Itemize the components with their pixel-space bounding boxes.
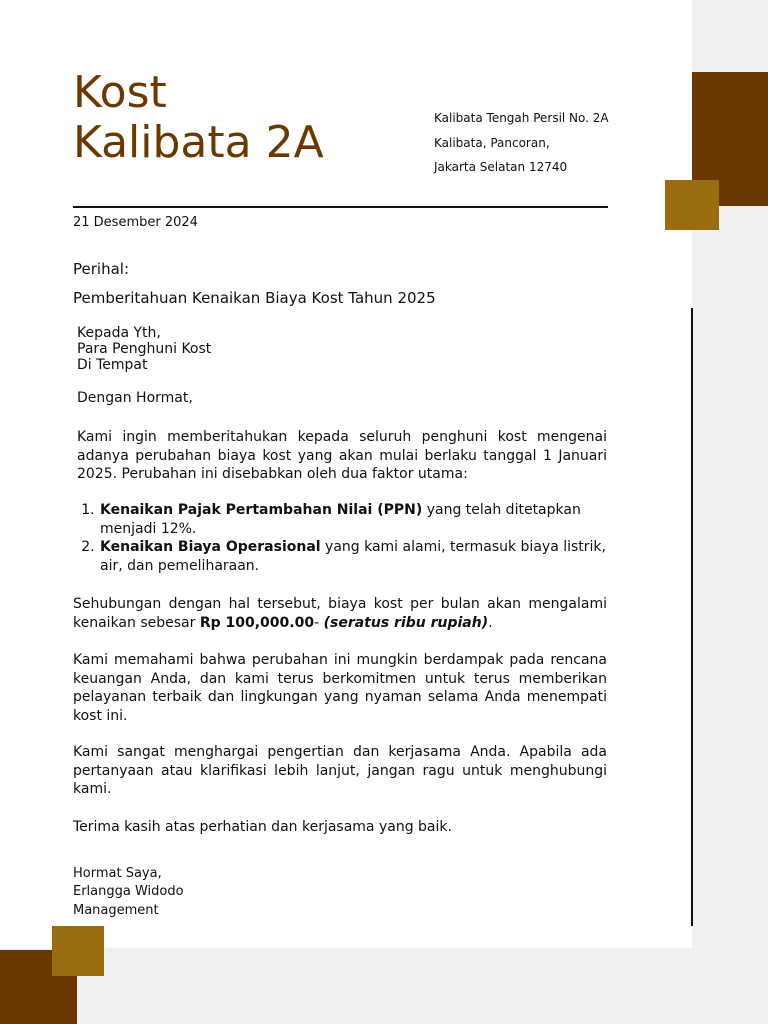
letter-date: 21 Desember 2024 <box>73 215 198 230</box>
reason-bold: Kenaikan Pajak Pertambahan Nilai (PPN) <box>100 502 423 518</box>
cost-amount: Rp 100,000.00 <box>199 614 315 631</box>
signoff-name: Erlangga Widodo <box>73 884 184 900</box>
cost-paragraph <box>73 595 607 632</box>
intro-paragraph: Kami ingin memberitahukan kepada seluruh penghuni kost mengenai adanya perubahan biaya kost yang akan mulai berlaku tanggal 1 Januari 2025. Perubahan ini disebabkan oleh dua faktor utama: <box>77 429 607 482</box>
reason-rest: yang telah ditetapkan menjadi 12%. <box>100 502 581 537</box>
letterhead-address <box>434 106 609 180</box>
title-line-2: Kalibata 2A <box>73 117 324 168</box>
subject-text: Pemberitahuan Kenaikan Biaya Kost Tahun 2025 <box>73 289 436 307</box>
salutation: Dengan Hormat, <box>77 390 193 406</box>
title-line-1: Kost <box>73 67 167 118</box>
address-line-2: Kalibata, Pancoran, <box>434 135 550 150</box>
recipient-line-3: Di Tempat <box>77 357 148 373</box>
signoff-closing: Hormat Saya, <box>73 866 162 881</box>
recipient-line-2: Para Penghuni Kost <box>77 341 212 357</box>
reasons-list <box>77 501 629 575</box>
vertical-rule <box>691 308 693 926</box>
cost-words: (seratus ribu rupiah) <box>323 614 489 631</box>
reason-item <box>99 501 629 538</box>
cost-dash: - <box>314 614 324 631</box>
recipient-line-1: Kepada Yth, <box>77 325 161 341</box>
reason-bold: Kenaikan Biaya Operasional <box>100 539 321 555</box>
subject-label: Perihal: <box>73 260 129 278</box>
cost-suffix: . <box>488 614 493 631</box>
appreciation-paragraph: Kami sangat menghargai pengertian dan kerjasama Anda. Apabila ada pertanyaan atau klarifikasi lebih lanjut, jangan ragu untuk menghubungi kami. <box>73 744 607 797</box>
signoff-role: Management <box>73 902 159 918</box>
cost-prefix: Sehubungan dengan hal tersebut, biaya kost per bulan akan mengalami kenaikan sebesar <box>73 596 607 631</box>
address-line-1: Kalibata Tengah Persil No. 2A <box>434 111 609 125</box>
reason-item <box>99 538 629 575</box>
gold-block-top-right <box>665 180 719 230</box>
thanks-paragraph: Terima kasih atas perhatian dan kerjasama yang baik. <box>73 819 452 835</box>
address-line-3: Jakarta Selatan 12740 <box>434 160 568 174</box>
reason-rest: yang kami alami, termasuk biaya listrik, air, dan pemeliharaan. <box>100 539 606 574</box>
header-rule <box>73 206 608 208</box>
gold-block-bottom-left <box>52 926 104 976</box>
understanding-paragraph: Kami memahami bahwa perubahan ini mungkin berdampak pada rencana keuangan Anda, dan kami terus berkomitmen untuk terus memberikan pelayanan terbaik dan lingkungan yang nyaman selama Anda menempati kost ini. <box>73 652 607 724</box>
signoff-block <box>73 865 184 920</box>
letterhead-title <box>73 68 324 168</box>
recipient-block <box>77 325 211 373</box>
bottom-gray-panel <box>0 948 768 1024</box>
